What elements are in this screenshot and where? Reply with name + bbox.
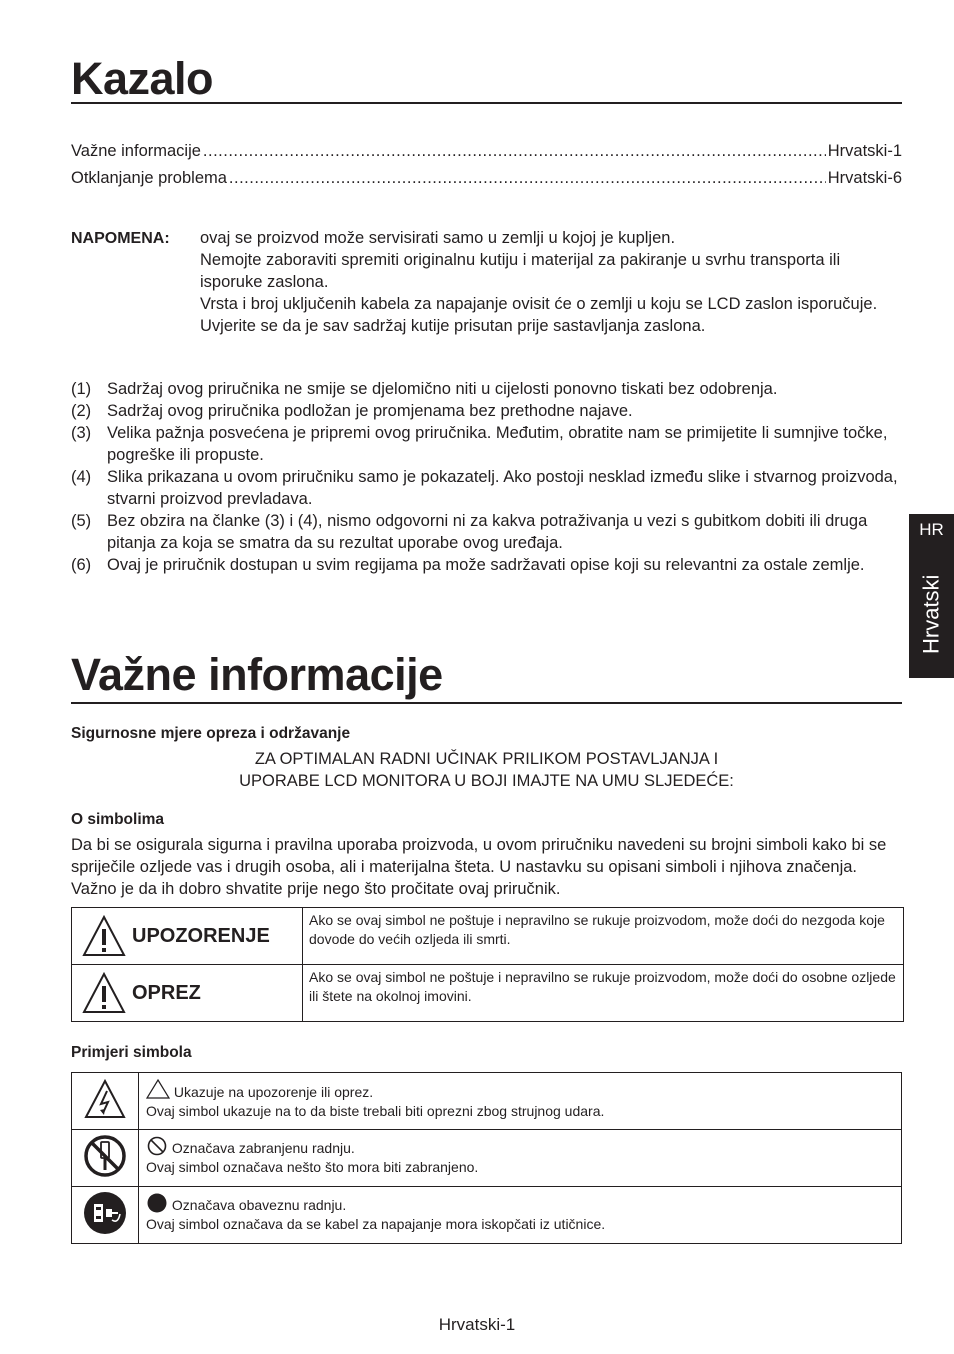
toc-entry-page: Hrvatski-6 [827, 169, 902, 187]
warning-description: Ako se ovaj simbol ne poštuje i nepravilno se rukuje proizvodom, može doći do nezgoda koje dovode do većih ozljeda ili smrti. [303, 908, 904, 965]
symbol-explanation: Ovaj simbol označava da se kabel za napajanje mora iskopčati iz utičnice. [146, 1216, 606, 1232]
symbol-explanation: Ovaj simbol označava nešto što mora biti zabranjeno. [146, 1159, 479, 1175]
symbol-line [146, 1079, 894, 1102]
table-row [72, 1130, 902, 1187]
list-item [71, 400, 902, 422]
warning-table [71, 907, 904, 1022]
symbols-heading: O simbolima [71, 811, 165, 828]
toc-entry-page: Hrvatski-1 [827, 142, 902, 160]
examples-heading: Primjeri simbola [71, 1044, 192, 1061]
toc-leader [203, 142, 826, 161]
no-disassemble-icon [82, 1133, 128, 1179]
list-item [71, 510, 902, 554]
list-number: (3) [71, 424, 92, 442]
notice-line: ZA OPTIMALAN RADNI UČINAK PRILIKOM POSTAVLJANJA I [254, 750, 719, 768]
symbol-description [139, 1073, 902, 1130]
language-name: Hrvatski [918, 574, 944, 654]
toc-entry-label: Otklanjanje problema [71, 169, 227, 187]
list-number: (4) [71, 468, 92, 486]
warning-triangle-icon [146, 1079, 170, 1099]
symbol-description [139, 1130, 902, 1187]
caution-label: OPREZ [132, 981, 201, 1004]
table-row [72, 1073, 902, 1130]
notice-line: UPORABE LCD MONITORA U BOJI IMAJTE NA UMU SLJEDEĆE: [239, 772, 734, 790]
note-line: Vrsta i broj uključenih kabela za napajanje ovisit će o zemlji u koju se LCD zaslon isporučuje. [200, 295, 878, 313]
list-text: Ovaj je priručnik dostupan u svim regijama pa može sadržavati opise koji su relevantni za ostale zemlje. [107, 556, 865, 574]
title-rule [71, 102, 902, 104]
list-number: (1) [71, 380, 92, 398]
list-text: Bez obzira na članke (3) i (4), nismo odgovorni ni za kakva potraživanja u vezi s gubitkom dobiti ili druga pitanja za koja se smatra da su rezultat uporabe ovog uređaja. [107, 512, 868, 552]
safety-heading: Sigurnosne mjere opreza i održavanje [71, 725, 351, 742]
list-text: Sadržaj ovog priručnika podložan je promjenama bez prethodne najave. [107, 402, 633, 420]
table-row [72, 965, 904, 1022]
page-number: Hrvatski-1 [438, 1315, 516, 1334]
warning-triangle-icon [82, 915, 126, 957]
prohibition-icon [146, 1136, 168, 1156]
symbol-line [146, 1136, 894, 1158]
symbol-explanation: Ovaj simbol ukazuje na to da biste trebali biti oprezni zbog strujnog udara. [146, 1103, 605, 1119]
note-line: ovaj se proizvod može servisirati samo u zemlji u kojoj je kupljen. [200, 229, 676, 247]
toc-entry-label: Važne informacije [71, 142, 201, 160]
symbol-title: Označava obaveznu radnju. [171, 1197, 347, 1213]
toc-entry[interactable] [71, 142, 902, 164]
note-label: NAPOMENA: [71, 230, 170, 247]
note-body [200, 227, 900, 337]
disclaimer-list [71, 378, 902, 576]
symbol-title: Označava zabranjenu radnju. [171, 1140, 355, 1156]
symbol-description [139, 1187, 902, 1244]
toc-leader [229, 169, 826, 188]
language-code: HR [919, 520, 944, 539]
table-row [72, 908, 904, 965]
list-number: (5) [71, 512, 92, 530]
language-tab[interactable] [909, 514, 954, 678]
list-number: (6) [71, 556, 92, 574]
list-text: Sadržaj ovog priručnika ne smije se djelomično niti u cijelosti ponovno tiskati bez odobrenja. [107, 380, 778, 398]
toc-title: Kazalo [71, 53, 214, 104]
toc-entry[interactable] [71, 169, 902, 191]
note-line: Nemojte zaboraviti spremiti originalnu kutiju i materijal za pakiranje u svrhu transporta ili isporuke zaslona. [200, 251, 841, 291]
unplug-icon [82, 1190, 128, 1236]
caution-description: Ako se ovaj simbol ne poštuje i nepravilno se rukuje proizvodom, može doći do osobne ozljede ili štete na okolnoj imovini. [303, 965, 904, 1022]
list-text: Slika prikazana u ovom priručniku samo je pokazatelj. Ako postoji nesklad između slike i stvarnog proizvoda, stvarni proizvod prevladava. [107, 468, 898, 508]
caution-cell [72, 965, 303, 1022]
mandatory-icon [146, 1193, 168, 1213]
symbol-title: Ukazuje na upozorenje ili oprez. [173, 1084, 374, 1100]
symbol-icon-cell [72, 1073, 139, 1130]
electric-shock-icon [83, 1078, 127, 1120]
list-item [71, 378, 902, 400]
symbol-icon-cell [72, 1187, 139, 1244]
warning-label: UPOZORENJE [132, 924, 270, 947]
list-number: (2) [71, 402, 92, 420]
section-title: Važne informacije [71, 649, 443, 700]
table-row [72, 1187, 902, 1244]
list-text: Velika pažnja posvećena je pripremi ovog priručnika. Međutim, obratite nam se primijetite li sumnjive točke, pogreške ili propuste. [107, 424, 888, 464]
list-item [71, 466, 902, 510]
section-rule [71, 702, 902, 704]
warning-cell [72, 908, 303, 965]
symbol-examples-table [71, 1072, 902, 1244]
list-item [71, 554, 902, 576]
centered-notice [71, 748, 902, 792]
list-item [71, 422, 902, 466]
note-line: Uvjerite se da je sav sadržaj kutije prisutan prije sastavljanja zaslona. [200, 317, 706, 335]
symbol-line [146, 1193, 894, 1215]
symbol-icon-cell [72, 1130, 139, 1187]
warning-triangle-icon [82, 972, 126, 1014]
symbols-paragraph: Da bi se osigurala sigurna i pravilna uporaba proizvoda, u ovom priručniku navedeni su brojni simboli kako bi se spriječile ozljede vas i drugih osoba, ali i materijalna šteta. U nastavku su opisani simboli i njihova značenja. Važno je da ih dobro shvatite prije nego što pročitate ovaj priručnik. [71, 836, 887, 898]
